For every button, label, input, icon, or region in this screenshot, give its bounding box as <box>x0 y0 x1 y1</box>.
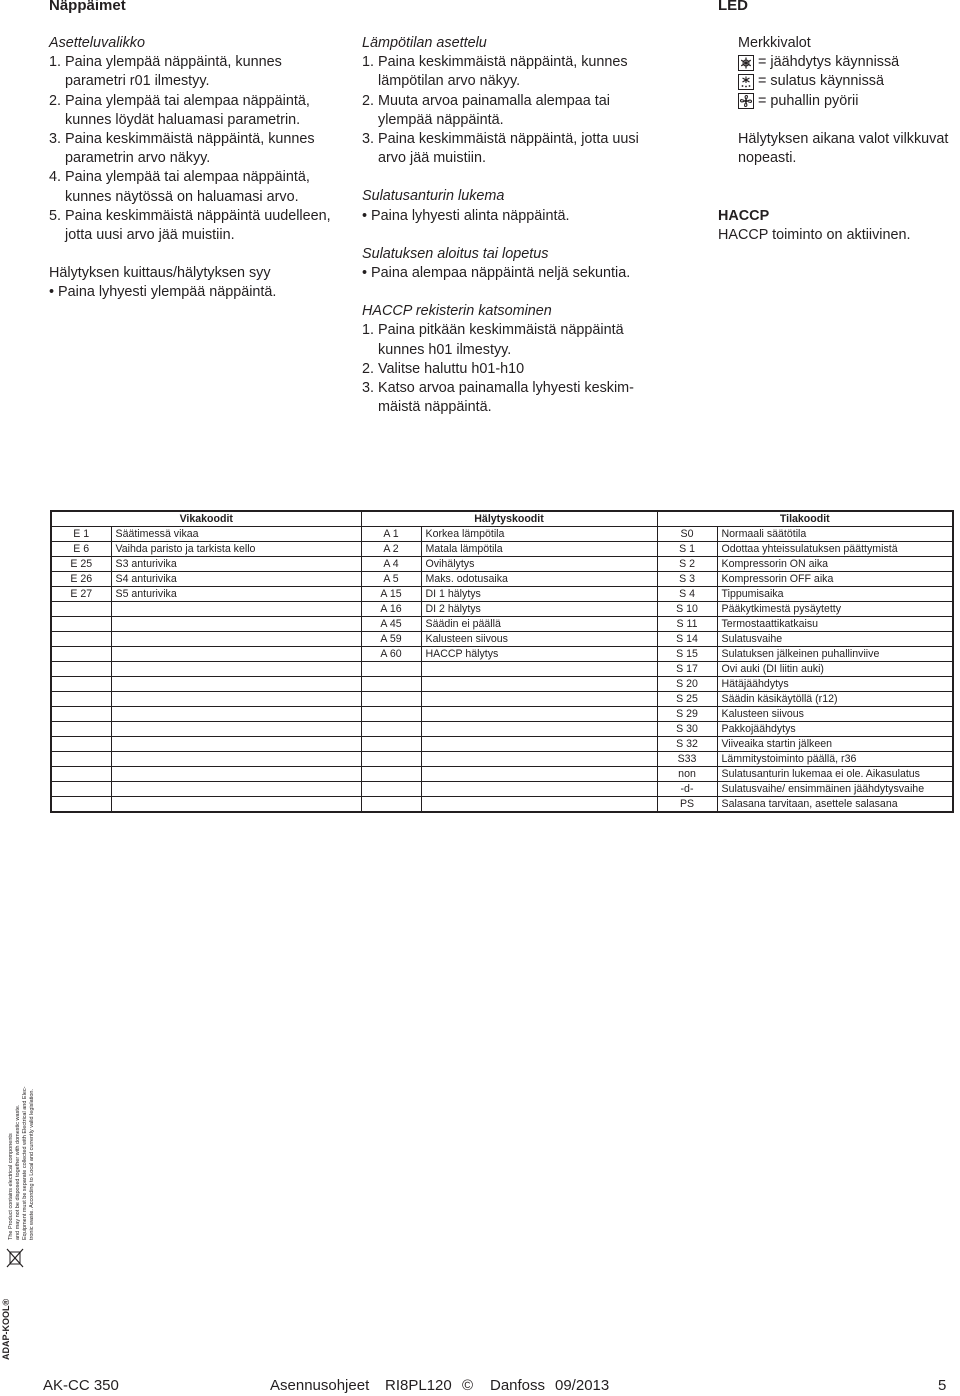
status-desc-cell: Odottaa yhteissulatuksen päättymistä <box>717 542 953 557</box>
sidebar <box>0 1060 40 1360</box>
settings-step-4-line-2: kunnes näytössä on haluamasi arvo. <box>65 188 299 205</box>
status-code-cell: S 3 <box>657 572 717 587</box>
defrost-bullet: • Paina alempaa näppäintä neljä sekuntia. <box>362 265 631 282</box>
table-row <box>51 782 953 797</box>
alarm-code-cell: A 59 <box>361 632 421 647</box>
alarm-code-cell: A 2 <box>361 542 421 557</box>
status-code-cell: -d- <box>657 782 717 797</box>
alarm-desc-cell <box>421 722 657 737</box>
status-desc-cell: Pakkojäähdytys <box>717 722 953 737</box>
status-code-cell: S 14 <box>657 632 717 647</box>
status-code-cell: S 29 <box>657 707 717 722</box>
fault-code-cell <box>51 752 111 767</box>
fault-code-cell <box>51 767 111 782</box>
temp-step-2-line-1 <box>362 92 662 111</box>
table-header-row <box>51 511 953 527</box>
status-code-cell: S 11 <box>657 617 717 632</box>
settings-step-number: 4. <box>49 169 62 186</box>
settings-steps <box>49 53 349 245</box>
alarm-desc-cell: Säädin ei päällä <box>421 617 657 632</box>
status-desc-cell: Viiveaika startin jälkeen <box>717 737 953 752</box>
status-desc-cell: Sulatusvaihe/ ensimmäinen jäähdytysvaihe <box>717 782 953 797</box>
alarm-desc-cell <box>421 707 657 722</box>
fault-desc-cell <box>111 797 361 813</box>
footer-date: 09/2013 <box>555 1377 610 1394</box>
brand-text: ADAP-KOOL® <box>1 1298 11 1360</box>
fault-code-cell <box>51 737 111 752</box>
temp-step-text: Muuta arvoa painamalla alempaa tai <box>378 92 611 109</box>
status-desc-cell: Hätäjäähdytys <box>717 677 953 692</box>
table-row <box>51 632 953 647</box>
footer-page-number: 5 <box>938 1377 947 1394</box>
alarm-desc-cell <box>421 767 657 782</box>
fault-code-cell: E 6 <box>51 542 111 557</box>
settings-step-1-line-2: parametri r01 ilmestyy. <box>65 73 210 90</box>
alarm-code-cell: A 5 <box>361 572 421 587</box>
settings-step-5-line-2: jotta uusi arvo jää muistiin. <box>65 227 235 244</box>
header-fault-codes: Vikakoodit <box>51 511 361 527</box>
table-row <box>51 662 953 677</box>
settings-step-text: Paina ylempää näppäintä, kunnes <box>65 54 282 71</box>
haccp-step-3-line-1 <box>362 379 662 398</box>
temp-step-1-line-1 <box>362 53 662 72</box>
temp-title: Lämpötilan asettelu <box>362 35 487 51</box>
fault-desc-cell <box>111 647 361 662</box>
column-led <box>738 34 960 168</box>
settings-step-3-line-2: parametrin arvo näkyy. <box>65 150 211 167</box>
table-row <box>51 647 953 662</box>
alarm-title: Hälytyksen kuittaus/hälytyksen syy <box>49 265 271 282</box>
haccp-step-2-line-1 <box>362 360 662 379</box>
alarm-blink-line-2: nopeasti. <box>738 149 797 166</box>
column-settings <box>49 34 349 303</box>
alarm-code-cell <box>361 707 421 722</box>
footer-company: Danfoss <box>490 1377 546 1394</box>
temp-step-text: Paina keskimmäistä näppäintä, jotta uusi <box>378 131 639 148</box>
fault-desc-cell: S4 anturivika <box>111 572 361 587</box>
alarm-desc-cell <box>421 737 657 752</box>
status-code-cell: S0 <box>657 527 717 542</box>
weee-line-4: tronic waste. According to Local and currently valid legislation. <box>29 1088 35 1240</box>
footer-copyright: © <box>462 1377 474 1394</box>
status-code-cell: S 20 <box>657 677 717 692</box>
settings-step-text: Paina ylempää tai alempaa näppäintä, <box>65 169 310 186</box>
temp-step-2-line-2: ylempää näppäintä. <box>378 111 504 128</box>
haccp-steps <box>362 321 662 417</box>
alarm-code-cell <box>361 737 421 752</box>
led-cooling-text: = jäähdytys käynnissä <box>758 54 900 71</box>
table-row <box>51 722 953 737</box>
status-desc-cell: Sulatusanturin lukemaa ei ole. Aikasulatus <box>717 767 953 782</box>
temp-step-number: 2. <box>362 92 375 109</box>
alarm-code-cell: A 4 <box>361 557 421 572</box>
footer-product: AK-CC 350 <box>43 1377 119 1394</box>
alarm-code-cell: A 1 <box>361 527 421 542</box>
heading-led: LED <box>718 0 748 14</box>
alarm-code-cell <box>361 692 421 707</box>
weee-bin-icon <box>6 1248 24 1268</box>
haccp-step-3-line-2: mäistä näppäintä. <box>378 399 492 416</box>
table-row <box>51 752 953 767</box>
alarm-code-cell: A 60 <box>361 647 421 662</box>
status-code-cell: non <box>657 767 717 782</box>
fault-code-cell <box>51 617 111 632</box>
temp-step-number: 3. <box>362 131 375 148</box>
table-row <box>51 677 953 692</box>
table-row <box>51 557 953 572</box>
status-code-cell: S 2 <box>657 557 717 572</box>
alarm-bullet: • Paina lyhyesti ylempää näppäintä. <box>49 284 277 301</box>
fan-icon <box>738 93 754 109</box>
status-desc-cell: Tippumisaika <box>717 587 953 602</box>
status-desc-cell: Termostaattikatkaisu <box>717 617 953 632</box>
fault-desc-cell: S5 anturivika <box>111 587 361 602</box>
fault-desc-cell <box>111 752 361 767</box>
weee-line-3: Equipment must be separate collected with Electrical and Elec- <box>22 1086 28 1240</box>
led-defrost <box>738 72 960 91</box>
alarm-desc-cell: Matala lämpötila <box>421 542 657 557</box>
temp-step-1-line-2: lämpötilan arvo näkyy. <box>378 73 521 90</box>
settings-menu-title: Asetteluvalikko <box>49 35 145 51</box>
temp-step-text: Paina keskimmäistä näppäintä, kunnes <box>378 54 628 71</box>
settings-step-3-line-1 <box>49 130 349 149</box>
alarm-desc-cell: DI 1 hälytys <box>421 587 657 602</box>
status-desc-cell: Kompressorin OFF aika <box>717 572 953 587</box>
fault-code-cell <box>51 602 111 617</box>
temp-step-number: 1. <box>362 54 375 71</box>
haccp-text: HACCP toiminto on aktiivinen. <box>718 227 911 243</box>
weee-line-2: and may not be disposed together with domestic waste. <box>15 1104 21 1240</box>
fault-code-cell <box>51 782 111 797</box>
status-desc-cell: Säädin käsikäytöllä (r12) <box>717 692 953 707</box>
settings-step-4-line-1 <box>49 168 349 187</box>
haccp-step-number: 1. <box>362 322 375 339</box>
fault-desc-cell <box>111 692 361 707</box>
fault-desc-cell <box>111 662 361 677</box>
fault-code-cell <box>51 632 111 647</box>
status-desc-cell: Sulatusvaihe <box>717 632 953 647</box>
settings-step-number: 2. <box>49 92 62 109</box>
alarm-desc-cell <box>421 677 657 692</box>
settings-step-number: 5. <box>49 207 62 224</box>
haccp-step-text: Katso arvoa painamalla lyhyesti keskim- <box>378 380 634 397</box>
alarm-desc-cell: DI 2 hälytys <box>421 602 657 617</box>
sensor-title: Sulatusanturin lukema <box>362 188 505 205</box>
fault-desc-cell <box>111 737 361 752</box>
alarm-code-cell <box>361 662 421 677</box>
fault-desc-cell <box>111 722 361 737</box>
header-alarm-codes: Hälytyskoodit <box>361 511 657 527</box>
alarm-desc-cell: Maks. odotusaika <box>421 572 657 587</box>
alarm-desc-cell <box>421 782 657 797</box>
status-code-cell: S 15 <box>657 647 717 662</box>
settings-step-text: Paina keskimmäistä näppäintä, kunnes <box>65 131 315 148</box>
settings-step-2-line-2: kunnes löydät haluamasi parametrin. <box>65 111 301 128</box>
alarm-desc-cell <box>421 797 657 813</box>
column-temperature <box>362 34 662 417</box>
settings-step-1-line-1 <box>49 53 349 72</box>
led-cooling <box>738 53 960 72</box>
status-desc-cell: Lämmitystoiminto päällä, r36 <box>717 752 953 767</box>
fault-desc-cell <box>111 617 361 632</box>
haccp-step-1-line-1 <box>362 321 662 340</box>
fault-desc-cell: Säätimessä vikaa <box>111 527 361 542</box>
status-code-cell: PS <box>657 797 717 813</box>
fault-desc-cell: S3 anturivika <box>111 557 361 572</box>
haccp-title: HACCP <box>718 208 770 224</box>
table-row <box>51 602 953 617</box>
table-row <box>51 617 953 632</box>
status-code-cell: S 17 <box>657 662 717 677</box>
codes-table-body <box>51 527 953 813</box>
status-desc-cell: Kalusteen siivous <box>717 707 953 722</box>
table-row <box>51 572 953 587</box>
alarm-desc-cell <box>421 752 657 767</box>
alarm-code-cell <box>361 797 421 813</box>
footer-code: RI8PL120 <box>385 1377 452 1394</box>
fault-code-cell <box>51 647 111 662</box>
alarm-code-cell <box>361 767 421 782</box>
temp-steps <box>362 53 662 168</box>
status-desc-cell: Kompressorin ON aika <box>717 557 953 572</box>
status-code-cell: S 25 <box>657 692 717 707</box>
settings-step-number: 1. <box>49 54 62 71</box>
fault-desc-cell <box>111 767 361 782</box>
weee-line-1: The Product contains electrical components <box>8 1133 14 1240</box>
temp-step-3-line-2: arvo jää muistiin. <box>378 150 486 167</box>
led-title: Merkkivalot <box>738 35 811 51</box>
haccp-register-title: HACCP rekisterin katsominen <box>362 303 552 320</box>
alarm-code-cell: A 16 <box>361 602 421 617</box>
settings-step-number: 3. <box>49 131 62 148</box>
haccp-step-number: 3. <box>362 380 375 397</box>
fault-code-cell <box>51 662 111 677</box>
alarm-code-cell <box>361 722 421 737</box>
settings-step-5-line-1 <box>49 207 349 226</box>
haccp-step-text: Valitse haluttu h01-h10 <box>378 360 525 377</box>
settings-step-text: Paina ylempää tai alempaa näppäintä, <box>65 92 310 109</box>
haccp-step-text: Paina pitkään keskimmäistä näppäintä <box>378 322 624 339</box>
fault-code-cell <box>51 707 111 722</box>
fault-code-cell <box>51 677 111 692</box>
fault-code-cell: E 26 <box>51 572 111 587</box>
codes-table <box>50 510 954 813</box>
alarm-code-cell: A 45 <box>361 617 421 632</box>
alarm-blink-line-1: Hälytyksen aikana valot vilkkuvat <box>738 130 949 147</box>
table-row <box>51 767 953 782</box>
status-code-cell: S 1 <box>657 542 717 557</box>
fault-desc-cell <box>111 707 361 722</box>
status-desc-cell: Pääkytkimestä pysäytetty <box>717 602 953 617</box>
settings-step-text: Paina keskimmäistä näppäintä uudelleen, <box>65 207 331 224</box>
alarm-desc-cell <box>421 662 657 677</box>
fault-code-cell: E 27 <box>51 587 111 602</box>
fault-desc-cell <box>111 677 361 692</box>
sensor-bullet: • Paina lyhyesti alinta näppäintä. <box>362 207 570 224</box>
status-code-cell: S 30 <box>657 722 717 737</box>
led-fan-text: = puhallin pyörii <box>758 92 859 109</box>
status-desc-cell: Sulatuksen jälkeinen puhallinviive <box>717 647 953 662</box>
fault-desc-cell <box>111 632 361 647</box>
fault-code-cell <box>51 722 111 737</box>
status-code-cell: S 32 <box>657 737 717 752</box>
table-row <box>51 707 953 722</box>
table-row <box>51 587 953 602</box>
fault-desc-cell: Vaihda paristo ja tarkista kello <box>111 542 361 557</box>
table-row <box>51 542 953 557</box>
fault-code-cell <box>51 692 111 707</box>
led-fan <box>738 92 960 111</box>
fault-desc-cell <box>111 782 361 797</box>
alarm-code-cell: A 15 <box>361 587 421 602</box>
table-row <box>51 527 953 542</box>
alarm-code-cell <box>361 677 421 692</box>
defrost-icon <box>738 74 754 90</box>
alarm-desc-cell: Kalusteen siivous <box>421 632 657 647</box>
table-row <box>51 797 953 813</box>
haccp-step-1-line-2: kunnes h01 ilmestyy. <box>378 341 512 358</box>
status-desc-cell: Salasana tarvitaan, asettele salasana <box>717 797 953 813</box>
table-row <box>51 692 953 707</box>
led-defrost-text: = sulatus käynnissä <box>758 73 884 90</box>
status-desc-cell: Ovi auki (DI liitin auki) <box>717 662 953 677</box>
status-code-cell: S33 <box>657 752 717 767</box>
temp-step-3-line-1 <box>362 130 662 149</box>
fault-code-cell: E 1 <box>51 527 111 542</box>
status-code-cell: S 4 <box>657 587 717 602</box>
alarm-desc-cell <box>421 692 657 707</box>
alarm-code-cell <box>361 752 421 767</box>
status-code-cell: S 10 <box>657 602 717 617</box>
haccp-step-number: 2. <box>362 360 375 377</box>
snowflake-icon <box>738 55 754 71</box>
table-row <box>51 737 953 752</box>
fault-code-cell <box>51 797 111 813</box>
settings-step-2-line-1 <box>49 92 349 111</box>
fault-code-cell: E 25 <box>51 557 111 572</box>
alarm-code-cell <box>361 782 421 797</box>
defrost-title: Sulatuksen aloitus tai lopetus <box>362 245 549 262</box>
heading-keys: Näppäimet <box>49 0 126 14</box>
status-desc-cell: Normaali säätötila <box>717 527 953 542</box>
alarm-desc-cell: Korkea lämpötila <box>421 527 657 542</box>
alarm-desc-cell: Ovihälytys <box>421 557 657 572</box>
header-status-codes: Tilakoodit <box>657 511 953 527</box>
footer-doc: Asennusohjeet <box>270 1377 370 1394</box>
fault-desc-cell <box>111 602 361 617</box>
alarm-desc-cell: HACCP hälytys <box>421 647 657 662</box>
